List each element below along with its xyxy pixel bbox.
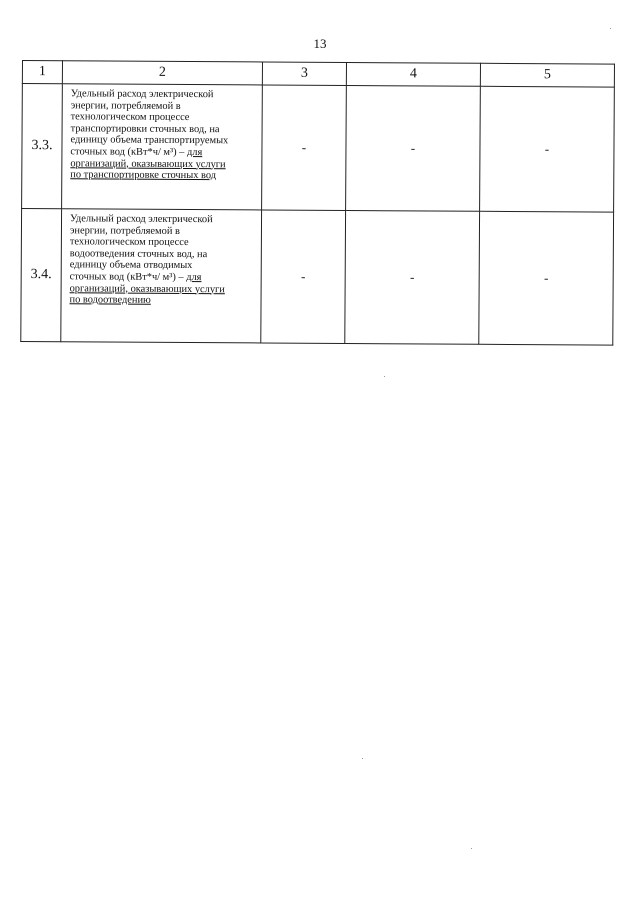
desc-line-underlined: по водоотведению (69, 294, 151, 306)
desc-line: Удельный расход электрической (70, 88, 214, 101)
desc-line: энергии, потребляемой в (70, 99, 181, 112)
value-col-3: - (262, 85, 347, 211)
desc-line: транспортировки сточных вод, на (70, 123, 220, 135)
desc-line: сточных вод (кВт*ч/ м³) – (69, 271, 187, 283)
scan-speck (471, 848, 472, 849)
scan-speck (610, 28, 611, 29)
page-number: 13 (313, 36, 327, 51)
value-col-5: - (480, 86, 615, 212)
table-row (21, 209, 614, 346)
desc-line: единицу объема транспортируемых (70, 134, 229, 147)
table-row (22, 84, 615, 213)
desc-line: энергии, потребляемой в (69, 224, 180, 237)
value-col-3: - (261, 210, 346, 344)
header-col-1: 1 (22, 61, 62, 84)
row-number: 3.4. (21, 209, 62, 342)
header-col-2: 2 (62, 61, 262, 85)
value-col-4: - (346, 85, 481, 211)
header-col-5: 5 (480, 63, 614, 87)
desc-line: технологическом процессе (69, 236, 189, 249)
header-col-3: 3 (262, 62, 346, 86)
scan-speck (362, 758, 363, 759)
desc-line-underlined: организаций, оказывающих услуги (70, 157, 226, 170)
header-col-4: 4 (346, 62, 480, 86)
desc-line: технологическом процессе (70, 111, 190, 124)
desc-line-underlined: для (186, 271, 202, 284)
row-description (62, 84, 263, 210)
desc-line: сточных вод (кВт*ч/ м³) – (70, 146, 188, 158)
desc-line: водоотведения сточных вод, на (69, 248, 208, 260)
row-number: 3.3. (22, 84, 63, 209)
desc-line-underlined: по транспортировке сточных вод (70, 169, 217, 182)
data-table (20, 60, 615, 346)
document-sheet (20, 60, 614, 346)
desc-line: единицу объема отводимых (69, 259, 193, 272)
row-description (61, 209, 262, 343)
desc-line: Удельный расход электрической (69, 213, 213, 226)
desc-line-underlined: организаций, оказывающих услуги (69, 282, 225, 295)
value-col-5: - (479, 211, 614, 345)
scan-speck (384, 376, 385, 377)
desc-line-underlined: для (186, 146, 203, 159)
value-col-4: - (345, 210, 480, 344)
